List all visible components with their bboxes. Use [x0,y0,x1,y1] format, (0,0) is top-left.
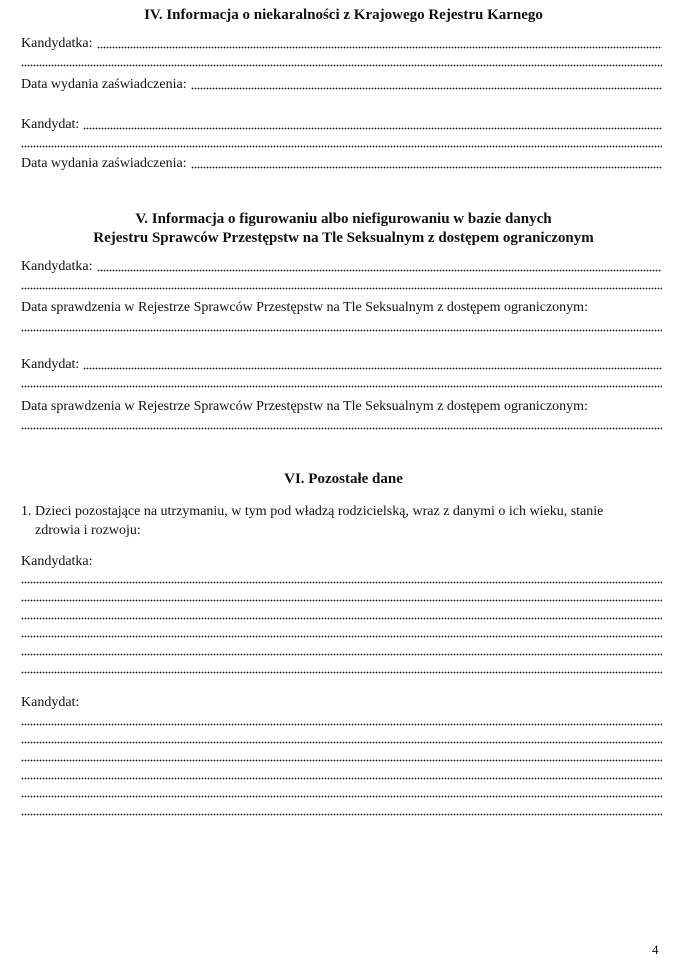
item-number: 1. [21,504,32,519]
dotted-fill-line [21,617,662,620]
dotted-fill-line [21,635,662,638]
section-vi-kandydat-label-row [21,694,662,711]
dotted-fill-line [21,385,662,388]
section-iv-kandydat-date-field[interactable] [21,155,662,172]
kandydatka-label: Kandydatka: [21,36,93,51]
section-iv-kandydat-line-2[interactable] [21,134,662,151]
section-vi-kandydatka-line-5[interactable] [21,642,662,659]
dotted-fill-line [21,427,662,430]
kandydat-label: Kandydat: [21,357,80,372]
section-vi-kandydat-line-5[interactable] [21,784,662,801]
dotted-fill-line [191,87,662,90]
dotted-fill-line [97,269,662,272]
section-iv-kandydatka-field[interactable] [21,35,662,52]
section-vi-kandydat-line-4[interactable] [21,766,662,783]
section-vi-kandydat-line-1[interactable] [21,712,662,729]
data-wydania-label: Data wydania zaświadczenia: [21,77,187,92]
section-v-kandydat-field[interactable] [21,356,662,373]
dotted-fill-line [21,671,662,674]
section-iv-kandydatka-line-2[interactable] [21,53,662,70]
section-vi-kandydat-line-6[interactable] [21,802,662,819]
section-v-kandydatka-field[interactable] [21,258,662,275]
data-sprawdzenia-label: Data sprawdzenia w Rejestrze Sprawców Przestępstw na Tle Seksualnym z dostępem ograniczonym: [21,399,588,414]
data-sprawdzenia-label: Data sprawdzenia w Rejestrze Sprawców Przestępstw na Tle Seksualnym z dostępem ograniczonym: [21,300,588,315]
section-vi-kandydatka-line-3[interactable] [21,606,662,623]
section-vi-kandydatka-line-4[interactable] [21,624,662,641]
dotted-fill-line [83,127,662,130]
dotted-fill-line [21,145,662,148]
section-vi-kandydat-line-3[interactable] [21,748,662,765]
section-vi-kandydatka-line-2[interactable] [21,588,662,605]
section-vi-kandydat-line-2[interactable] [21,730,662,747]
dotted-fill-line [21,813,662,816]
section-v-title-line-1: V. Informacja o figurowaniu albo niefigurowaniu w bazie danych [135,211,552,227]
dotted-fill-line [21,64,662,67]
section-iv-title: IV. Informacja o niekaralności z Krajowego Rejestru Karnego [144,7,543,23]
section-vi-kandydatka-label-row [21,553,662,570]
dotted-fill-line [191,166,662,169]
kandydatka-label: Kandydatka: [21,259,93,274]
section-v-kandydatka-check-date-label [21,299,662,316]
dotted-fill-line [21,653,662,656]
dotted-fill-line [21,599,662,602]
section-v-kandydat-line-2[interactable] [21,374,662,391]
section-v-kandydat-check-date-label [21,398,662,415]
dotted-fill-line [21,777,662,780]
dotted-fill-line [21,329,662,332]
section-vi-item-1 [21,502,662,540]
dotted-fill-line [97,46,662,49]
item-1-text-line-2: zdrowia i rozwoju: [35,523,141,538]
section-v-kandydatka-line-2[interactable] [21,276,662,293]
section-v-title-line-2: Rejestru Sprawców Przestępstw na Tle Seksualnym z dostępem ograniczonym [93,230,594,246]
dotted-fill-line [21,581,662,584]
dotted-fill-line [21,759,662,762]
section-v-kandydatka-check-date-field[interactable] [21,318,662,335]
section-vi-kandydatka-line-6[interactable] [21,660,662,677]
kandydat-label: Kandydat: [21,695,80,710]
dotted-fill-line [21,795,662,798]
section-v-kandydat-check-date-field[interactable] [21,416,662,433]
kandydat-label: Kandydat: [21,117,80,132]
section-iv-kandydatka-date-field[interactable] [21,76,662,93]
dotted-fill-line [83,367,662,370]
section-iv-kandydat-field[interactable] [21,116,662,133]
dotted-fill-line [21,287,662,290]
section-vi-title: VI. Pozostałe dane [284,471,403,487]
item-1-text-line-1: Dzieci pozostające na utrzymaniu, w tym pod władzą rodzicielską, wraz z danymi o ich wieku, stanie [35,504,604,519]
data-wydania-label: Data wydania zaświadczenia: [21,156,187,171]
page-number: 4 [652,942,659,957]
kandydatka-label: Kandydatka: [21,554,93,569]
dotted-fill-line [21,741,662,744]
dotted-fill-line [21,723,662,726]
section-vi-kandydatka-line-1[interactable] [21,570,662,587]
